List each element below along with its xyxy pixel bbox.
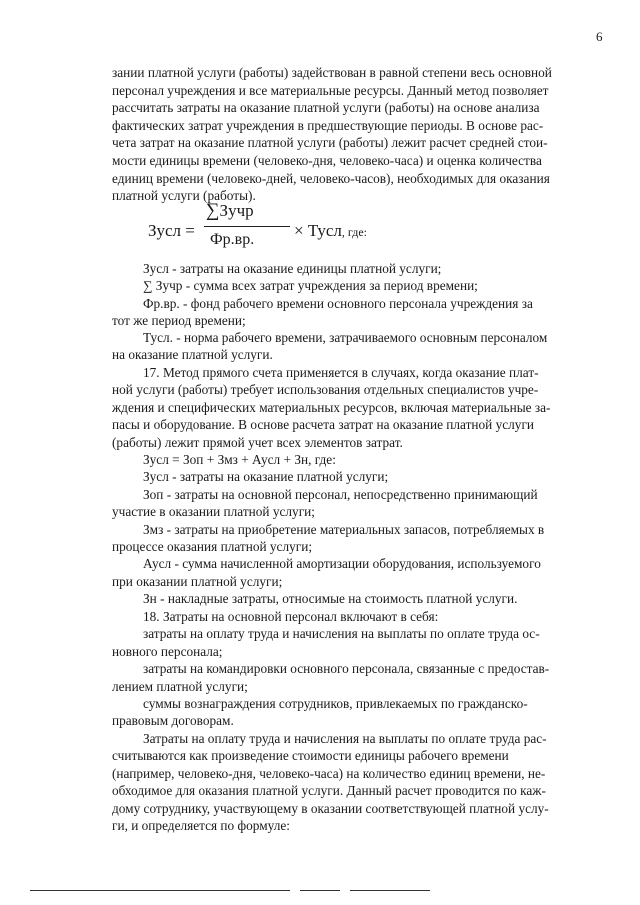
text-line: ги, и определяется по формуле:	[112, 818, 290, 834]
text-line: мости единицы времени (человеко-дня, человеко-часа) и оценка количества	[112, 152, 542, 168]
definition-line: Аусл - сумма начисленной амортизации оборудования, используемого	[143, 556, 541, 572]
text-line: затраты на командировки основного персонала, связанные с предостав-	[143, 661, 550, 677]
text-line: ной услуги (работы) требует использования отдельных специалистов учре-	[112, 382, 539, 398]
footer-rule	[300, 890, 340, 891]
text-line: ждения и специфических материальных ресурсов, включая материальные за-	[112, 399, 551, 415]
definition-line: процессе оказания платной услуги;	[112, 539, 313, 555]
definition-line: Зусл - затраты на оказание единицы платной услуги;	[143, 261, 442, 276]
definition-line: участие в оказании платной услуги;	[112, 504, 315, 520]
text-line: пасы и оборудование. В основе расчета затрат на оказание платной услуги	[112, 417, 535, 433]
text-line: суммы вознаграждения сотрудников, привлекаемых по гражданско-	[143, 696, 528, 712]
formula-unit-cost	[148, 202, 408, 262]
text-line: чета затрат на оказание платной услуги (работы) лежит расчет средней стои-	[112, 135, 548, 151]
definition-line: на оказание платной услуги.	[112, 347, 273, 363]
formula-rhs	[294, 222, 367, 241]
text-line: (например, человеко-дня, человеко-часа) на количество единиц времени, не-	[112, 765, 546, 781]
definition-line: Фр.вр. - фонд рабочего времени основного персонала учреждения за	[143, 295, 533, 311]
text-line: Затраты на оплату труда и начисления на выплаты по оплате труда рас-	[143, 731, 547, 746]
text-line: 18. Затраты на основной персонал включают в себя:	[143, 609, 439, 624]
text-line: персонал учреждения и все материальные ресурсы. Данный метод позволяет	[112, 82, 549, 98]
numerator-text: Зучр	[219, 201, 254, 220]
paragraph-18	[112, 608, 608, 730]
where-text: , где:	[341, 225, 367, 239]
text-line: лением платной услуги;	[112, 678, 248, 694]
text-line: считываются как произведение стоимости единицы рабочего времени	[112, 748, 509, 764]
definition-line: Тусл. - норма рабочего времени, затрачиваемого основным персоналом	[143, 330, 548, 346]
definition-line: Змз - затраты на приобретение материальных запасов, потребляемых в	[143, 521, 545, 537]
text-line: единиц времени (человеко-дней, человеко-часов), необходимых для оказания	[112, 170, 550, 186]
definition-line: Зусл - затраты на оказание платной услуги;	[143, 469, 389, 485]
text-line: рассчитать затраты на оказание платной услуги (работы) на основе анализа	[112, 100, 540, 116]
text-line: 17. Метод прямого счета применяется в случаях, когда оказание плат-	[143, 365, 539, 380]
definition-line: Зоп - затраты на основной персонал, непосредственно принимающий	[143, 486, 538, 502]
definition-line: Зн - накладные затраты, относимые на стоимость платной услуги.	[143, 591, 518, 607]
definition-line: тот же период времени;	[112, 312, 246, 328]
sigma-symbol: ∑	[206, 200, 220, 221]
final-paragraph	[112, 730, 608, 834]
text-line: зании платной услуги (работы) задействован в равной степени весь основной	[112, 65, 552, 80]
definition-line: ∑ Зучр - сумма всех затрат учреждения за период времени;	[143, 278, 478, 294]
formula-denominator: Фр.вр.	[210, 231, 255, 248]
definition-line: при оказании платной услуги;	[112, 573, 283, 589]
fraction-bar	[204, 226, 290, 227]
intro-paragraph	[112, 64, 608, 205]
paragraph-17	[112, 364, 608, 451]
text-line: правовым договорам.	[112, 713, 234, 729]
formula-numerator	[206, 202, 254, 219]
text-line: (работы) лежит прямой учет всех элементов затрат.	[112, 434, 403, 450]
formula-direct-count: Зусл = Зоп + Змз + Аусл + Зн, где:	[143, 452, 336, 467]
text-line: дому сотруднику, участвующему в оказании соответствующей платной услу-	[112, 800, 549, 816]
text-line: платной услуги (работы).	[112, 188, 256, 204]
text-line: обходимое для оказания платной услуги. Данный расчет проводится по каж-	[112, 783, 546, 799]
page-number: 6	[596, 29, 603, 44]
text-line: затраты на оплату труда и начисления на выплаты по оплате труда ос-	[143, 626, 540, 642]
text-line: фактических затрат учреждения в предшествующие периоды. В основе рас-	[112, 117, 544, 133]
rhs-text: × Тусл	[294, 221, 342, 240]
footer-rule	[30, 890, 290, 891]
text-line: новного персонала;	[112, 643, 223, 659]
formula-lhs: Зусл =	[148, 221, 195, 240]
definitions-formula-2	[112, 451, 608, 608]
footer-rule	[350, 890, 430, 891]
definitions-formula-1	[112, 260, 608, 364]
